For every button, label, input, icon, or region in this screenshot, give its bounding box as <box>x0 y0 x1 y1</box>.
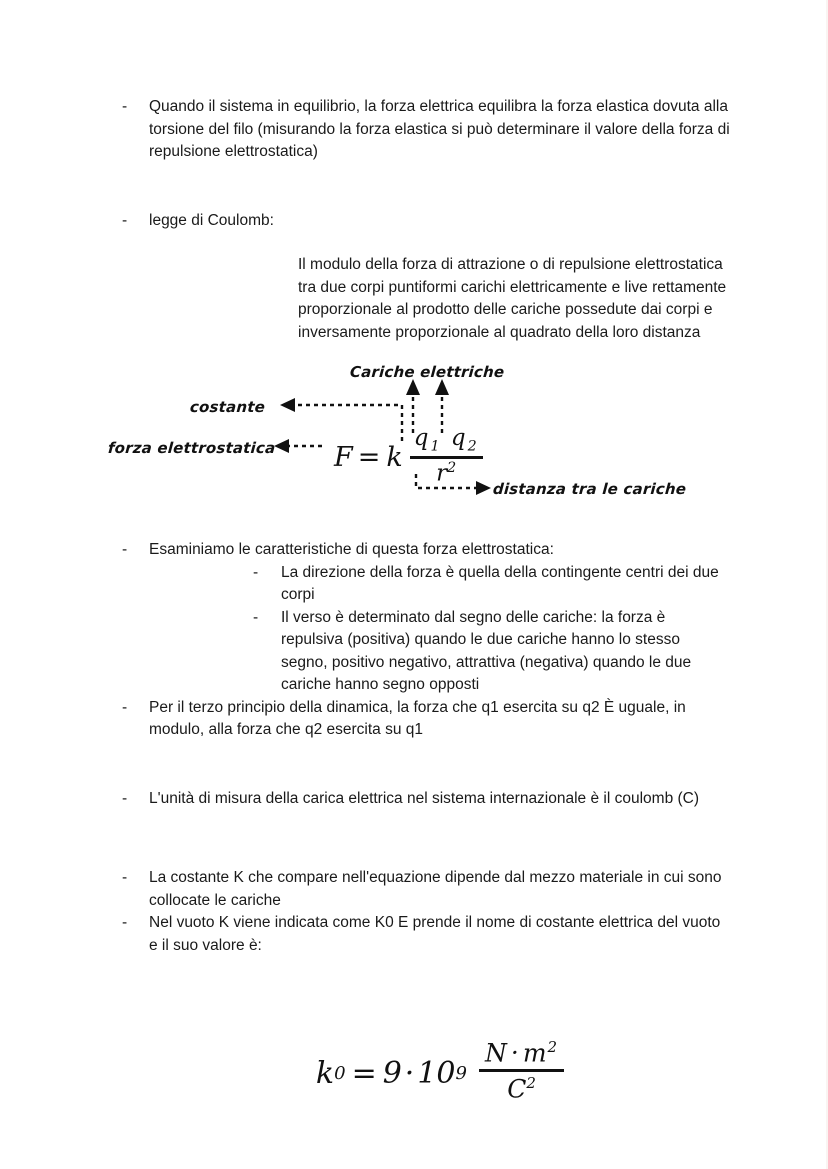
paragraph-equilibrio: Quando il sistema in equilibrio, la forza elettrica equilibra la forza elastica dovuta alla torsione del filo (misurando la forza elastica si può determinare il valore della forza di repulsione elettrostatica) <box>149 98 730 160</box>
bullet-dash: - <box>122 211 128 229</box>
spacer <box>122 164 730 210</box>
formula-r-exponent: 2 <box>447 459 457 476</box>
k0-unit-coulomb-exponent: 2 <box>526 1073 536 1092</box>
formula-equals: = <box>357 441 382 473</box>
formula-q1-subscript: 1 <box>430 438 442 455</box>
k0-unit-fraction <box>479 1039 564 1104</box>
formula-numerator <box>410 426 483 456</box>
bullet-dash: - <box>253 608 259 626</box>
spacer <box>122 517 730 539</box>
k0-dot: · <box>404 1056 415 1092</box>
paragraph-legge-coulomb: legge di Coulomb: <box>149 211 274 229</box>
bullet-dash: - <box>122 698 128 716</box>
list-item <box>122 210 730 233</box>
bullet-dash: - <box>122 541 128 558</box>
k0-unit-numerator <box>479 1039 564 1069</box>
diagram-label-costante: costante <box>189 398 266 416</box>
coulomb-law-diagram <box>107 355 730 517</box>
diagram-label-distanza-tra-le-cariche: distanza tra le cariche <box>492 480 687 498</box>
diagram-label-forza-elettrostatica: forza elettrostatica <box>107 439 277 457</box>
coulomb-formula <box>334 427 483 488</box>
k0-unit-dot: · <box>510 1038 520 1068</box>
formula-fraction <box>410 426 483 487</box>
paragraph-terzo-principio: Per il terzo principio della dinamica, la forza che q1 esercita su q2 È uguale, in modulo, alla forza che q2 esercita su q1 <box>149 698 686 738</box>
spacer <box>122 810 730 856</box>
formula-denominator <box>436 459 456 487</box>
k0-formula <box>315 1038 564 1106</box>
paragraph-vuoto-k0: Nel vuoto K viene indicata come K0 E prende il nome di costante elettrica del vuoto e il suo valore è: <box>149 914 721 954</box>
formula-force-symbol: F <box>334 441 353 473</box>
k0-unit-newton: N <box>484 1038 508 1068</box>
formula-q2-subscript: 2 <box>467 438 479 455</box>
paragraph-direzione: La direzione della forza è quella della contingente centri dei due corpi <box>281 563 719 603</box>
k0-unit-denominator <box>507 1072 536 1104</box>
list-item <box>122 912 730 957</box>
bullet-dash: - <box>122 789 128 807</box>
paragraph-costante-k: La costante K che compare nell'equazione dipende dal mezzo materiale in cui sono collocate le cariche <box>149 869 722 909</box>
formula-q2: q <box>450 425 468 451</box>
bullet-dash: - <box>253 563 259 581</box>
spacer <box>122 1003 730 1037</box>
formula-constant-k: k <box>386 441 403 473</box>
bullet-dash: - <box>122 98 128 115</box>
spacer <box>122 856 730 867</box>
document-content <box>107 96 730 1106</box>
sub-list-item <box>253 562 730 607</box>
list-item <box>122 96 730 164</box>
paragraph-verso: Il verso è determinato dal segno delle cariche: la forza è repulsiva (positiva) quando le due cariche hanno lo stesso segno, positivo negativo, attrattiva (negativa) quando le due cariche hanno segno opposti <box>281 608 692 693</box>
k0-equals: = <box>351 1056 377 1092</box>
k0-formula-wrap <box>122 1038 730 1106</box>
k0-exponent: 9 <box>455 1063 467 1085</box>
formula-q1: q <box>413 425 431 451</box>
list-item <box>122 867 730 912</box>
diagram-label-cariche-elettriche: Cariche elettriche <box>349 363 505 381</box>
paragraph-esaminiamo: Esaminiamo le caratteristiche di questa forza elettrostatica: <box>149 541 554 558</box>
definition-block: Il modulo della forza di attrazione o di repulsione elettrostatica tra due corpi puntiformi carichi elettricamente e live rettamente proporzionale al prodotto delle cariche possedute dai corpi e inversamente proporzionale al quadrato della loro distanza <box>298 256 727 341</box>
k0-base: 10 <box>417 1056 456 1092</box>
k0-symbol-subscript: 0 <box>334 1063 346 1085</box>
k0-symbol: k <box>315 1056 335 1092</box>
spacer <box>122 957 730 1003</box>
k0-unit-meter-exponent: 2 <box>547 1038 559 1056</box>
sub-list-item <box>253 607 730 697</box>
formula-r: r <box>436 460 448 487</box>
spacer <box>122 344 730 355</box>
spacer <box>122 232 730 254</box>
list-item <box>122 788 730 811</box>
bullet-dash: - <box>122 869 128 886</box>
bullet-dash: - <box>122 914 128 931</box>
k0-coefficient: 9 <box>382 1056 402 1092</box>
k0-unit-meter: m <box>522 1038 548 1068</box>
list-item <box>122 697 730 742</box>
paragraph-unita-misura: L'unità di misura della carica elettrica nel sistema internazionale è il coulomb (C) <box>149 789 700 807</box>
spacer <box>122 742 730 788</box>
k0-unit-coulomb: C <box>507 1074 527 1104</box>
list-item <box>122 539 730 562</box>
